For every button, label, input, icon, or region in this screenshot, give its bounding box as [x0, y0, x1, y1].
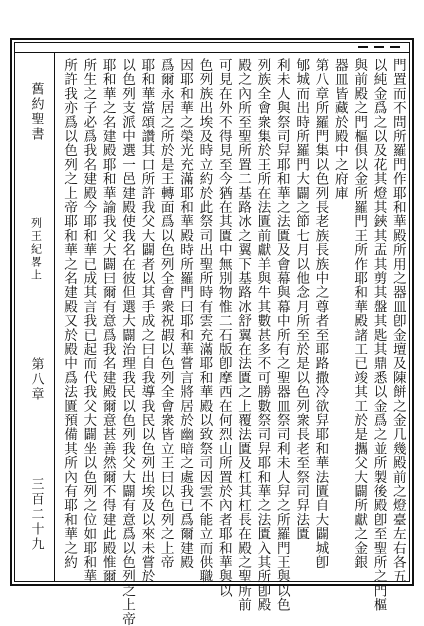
body-text [58, 58, 406, 626]
text-column: 第八章所羅門集以色列長老族長族中之尊者至耶路撒冷欲舁耶和華法匱自大闢城卽 [312, 58, 329, 570]
chapter-label: 第八章 [28, 357, 44, 402]
text-column: 可見在外不得見至今猶在其匱中無別物惟二石版卽摩西在何烈山所置於內者耶和華與以 [215, 58, 232, 598]
text-column: 所許我亦爲以色列之上帝耶和華之名建殿又於殿中爲法匱預備其所內有耶和華之約 [61, 58, 77, 570]
margin-caption [24, 52, 48, 582]
page-number: 三百二十九 [28, 477, 44, 552]
text-column: 所生之子必爲我名建殿今耶和華已成其言我已起而代我父大闢坐以色列之位如耶和華 [80, 58, 97, 584]
text-column: 列族全會衆集於王所在法匱前獻羊與牛其數甚多不可勝數祭司舁耶和華之法匱入其所卽殿 [254, 58, 271, 612]
text-column: 殿之內所至聖所置二基路冰之翼下基路冰舒翼在法匱之上覆法匱及杠其杠長在殿之聖所前 [235, 58, 252, 612]
text-column: 以色列支派中選一邑建殿使我名在彼但選大闢治理我民以色列我父大闢有意爲以色列之上帝 [119, 58, 136, 626]
text-column: 耶和華當頌讚其口所許我父大闢者以其手成之曰自我導我民以色列出埃及以來未嘗於 [138, 58, 155, 584]
text-columns [58, 58, 406, 626]
text-column: 以純金爲之以及花其燈其鋏其盂其剪其盤其匙其鼎悉以金爲之並所製後殿卽至聖所之門樞 [370, 58, 387, 612]
text-column: 與前殿之門樞俱以金所羅門王所作耶和華殿諸工已竣其工於是攜父大闢所獻之金銀 [351, 58, 368, 570]
text-column: 門置而不問所羅門作耶和華殿所用之器皿卽金壇及陳餅之金几幾殿前之燈臺左右各五 [389, 58, 406, 584]
book-title: 舊約聖書 [28, 82, 44, 142]
text-column: 器皿皆藏於殿中之府庫 [331, 58, 348, 200]
text-column: 因耶和華之榮光充滿耶和華殿時所羅門曰耶和華嘗言將居於幽暗之處我已爲爾建殿 [177, 58, 194, 570]
text-column: 耶和華之名建殿耶和華諭我父大闢曰爾有意爲我名建殿爾意甚善然爾不得建此殿惟爾 [99, 58, 116, 584]
text-column: 郇城而出時所羅門大闢之節七月以他念月所至於是以色列衆長老至祭司舁法匱 [293, 58, 310, 541]
text-column: 爲爾永居之所於是王轉面爲以色列全會衆祝嘏以色列全會衆皆立王曰以色列之上帝 [157, 58, 174, 570]
text-column: 利未人與祭司舁耶和華之法匱及會幕與幕中所有之聖器皿祭司利未人舁之所羅門王與以色 [273, 58, 290, 612]
text-column: 色列族出埃及時立約於此祭司出聖所時有雲充滿耶和華殿以致祭司因雲不能立而供職 [196, 58, 213, 584]
ornament-marks-icon [300, 46, 400, 58]
book-name: 列王紀畧上 [29, 217, 43, 282]
